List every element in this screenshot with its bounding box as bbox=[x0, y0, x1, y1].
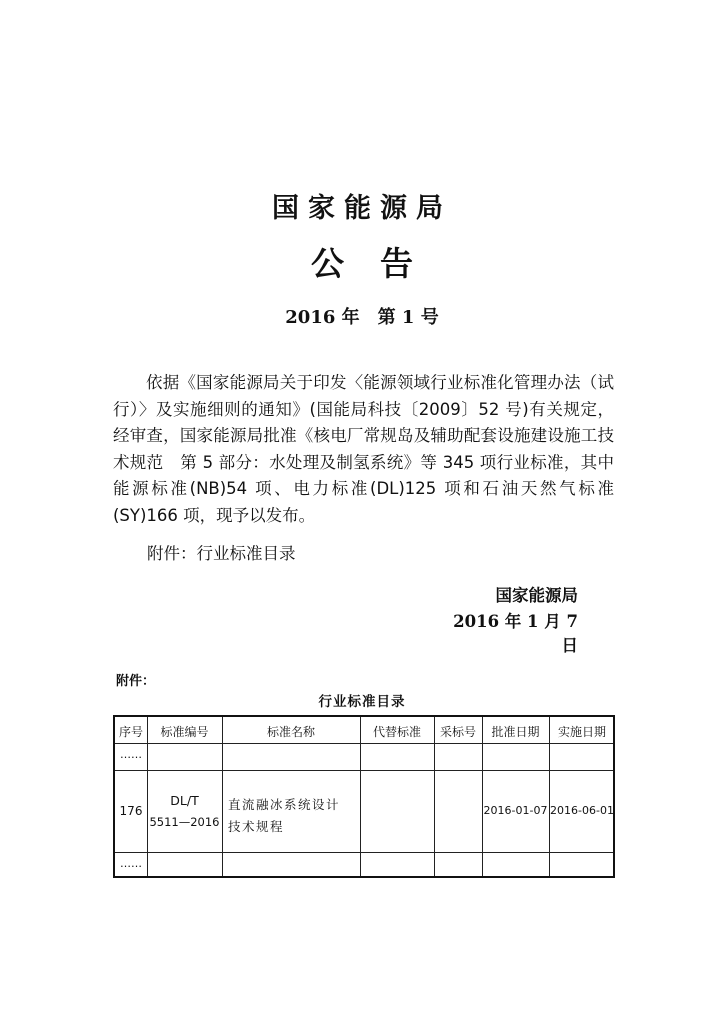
row-name-line1: 直流融冰系统设计 bbox=[228, 797, 341, 812]
header-replaces: 代替标准 bbox=[372, 725, 421, 739]
table-title: 行业标准目录 bbox=[318, 694, 406, 710]
header-adopted: 采标号 bbox=[439, 725, 476, 739]
ellipsis-top: …… bbox=[120, 748, 142, 761]
row-approval-date: 2016-01-07 bbox=[483, 804, 548, 817]
row-divider bbox=[115, 852, 613, 853]
signature-org: 国家能源局 bbox=[495, 586, 578, 605]
row-code-line2: 5511—2016 bbox=[149, 815, 220, 829]
notice-number: 2016 年 第 1 号 bbox=[285, 307, 439, 328]
header-name: 标准名称 bbox=[266, 725, 315, 739]
row-divider bbox=[115, 770, 613, 771]
header-code: 标准编号 bbox=[160, 725, 209, 739]
standards-table bbox=[113, 715, 615, 878]
ellipsis-bottom: …… bbox=[120, 857, 142, 870]
notice-title: 公告 bbox=[311, 244, 449, 283]
attachment-line: 附件：行业标准目录 bbox=[147, 544, 296, 563]
appendix-label: 附件： bbox=[116, 674, 156, 689]
signature-date: 2016 年 1 月 7 日 bbox=[453, 612, 578, 655]
row-effective-date: 2016-06-01 bbox=[550, 804, 614, 817]
row-code-line1: DL/T bbox=[170, 793, 199, 808]
row-seq: 176 bbox=[119, 804, 143, 818]
header-seq: 序号 bbox=[118, 725, 143, 739]
header-approval-date: 批准日期 bbox=[491, 725, 540, 739]
agency-title: 国家能源局 bbox=[272, 193, 452, 224]
row-divider bbox=[115, 743, 613, 744]
body-paragraph: 依据《国家能源局关于印发〈能源领域行业标准化管理办法（试行）〉及实施细则的通知》(国能局科技〔2009〕52 号)有关规定，经审查，国家能源局批准《核电厂常规岛及辅助配套设施建设施工技术规范 第 5 部分：水处理及制氢系统》等 345 项行业标准，其中能源标准(NB)54 项、电力标准(DL)125 项和石油天然气标准(SY)166 项，现予以发布。 bbox=[113, 373, 614, 525]
row-name-line2: 技术规程 bbox=[228, 819, 285, 834]
header-effective-date: 实施日期 bbox=[557, 725, 606, 739]
